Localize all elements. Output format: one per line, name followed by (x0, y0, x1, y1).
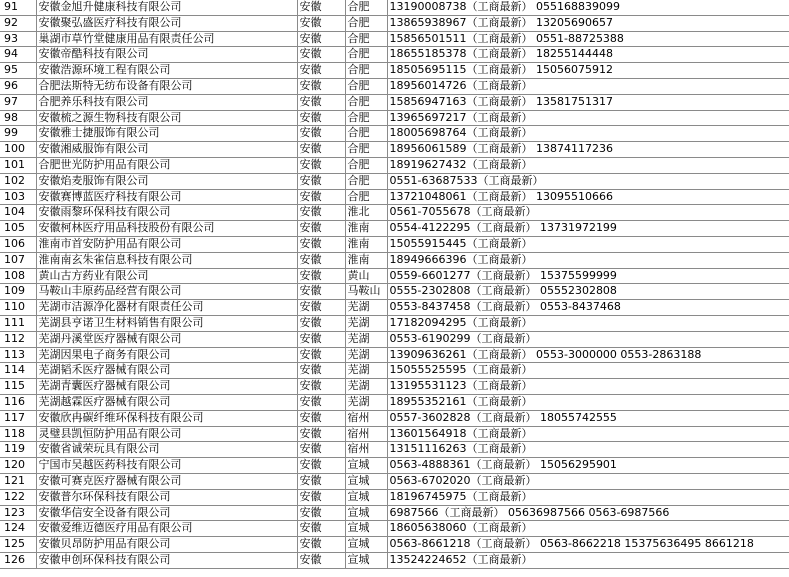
company-name-cell: 安徽柯林医疗用品科技股份有限公司 (36, 221, 297, 237)
province-cell: 安徽 (297, 63, 345, 79)
table-row (0, 189, 789, 205)
company-name-cell: 安徽帝酷科技有限公司 (36, 47, 297, 63)
row-number-cell: 115 (0, 379, 36, 395)
company-name-cell: 安徽省诚荣玩具有限公司 (36, 442, 297, 458)
row-number-cell: 123 (0, 505, 36, 521)
province-cell: 安徽 (297, 189, 345, 205)
phone-cell: 6987566（工商最新） 05636987566 0563-6987566 (387, 505, 789, 521)
phone-cell: 13909636261（工商最新） 0553-3000000 0553-2863188 (387, 347, 789, 363)
phone-cell: 13195531123（工商最新） (387, 379, 789, 395)
province-cell: 安徽 (297, 236, 345, 252)
city-cell: 黄山 (345, 268, 387, 284)
phone-cell: 0555-2302808（工商最新） 05552302808 (387, 284, 789, 300)
row-number-cell: 92 (0, 15, 36, 31)
table-row (0, 331, 789, 347)
row-number-cell: 108 (0, 268, 36, 284)
table-row (0, 221, 789, 237)
table-row (0, 347, 789, 363)
city-cell: 合肥 (345, 94, 387, 110)
phone-cell: 0553-6190299（工商最新） (387, 331, 789, 347)
phone-cell: 13965697217（工商最新） (387, 110, 789, 126)
table-row (0, 205, 789, 221)
row-number-cell: 112 (0, 331, 36, 347)
table-row (0, 442, 789, 458)
city-cell: 芜湖 (345, 315, 387, 331)
province-cell: 安徽 (297, 521, 345, 537)
row-number-cell: 102 (0, 173, 36, 189)
city-cell: 淮北 (345, 205, 387, 221)
city-cell: 合肥 (345, 63, 387, 79)
phone-cell: 18505695115（工商最新） 15056075912 (387, 63, 789, 79)
company-name-cell: 合肥世光防护用品有限公司 (36, 157, 297, 173)
company-name-cell: 安徽梳之源生物科技有限公司 (36, 110, 297, 126)
table-row (0, 0, 789, 15)
city-cell: 芜湖 (345, 331, 387, 347)
city-cell: 宣城 (345, 473, 387, 489)
city-cell: 宿州 (345, 410, 387, 426)
row-number-cell: 95 (0, 63, 36, 79)
table-row (0, 300, 789, 316)
phone-cell: 0557-3602828（工商最新） 18055742555 (387, 410, 789, 426)
province-cell: 安徽 (297, 252, 345, 268)
company-name-cell: 芜湖丹溪堂医疗器械有限公司 (36, 331, 297, 347)
row-number-cell: 109 (0, 284, 36, 300)
city-cell: 合肥 (345, 157, 387, 173)
city-cell: 宣城 (345, 521, 387, 537)
company-name-cell: 安徽焰麦服饰有限公司 (36, 173, 297, 189)
table-row (0, 110, 789, 126)
phone-cell: 18919627432（工商最新） (387, 157, 789, 173)
company-name-cell: 安徽浩源环境工程有限公司 (36, 63, 297, 79)
company-name-cell: 安徽爱维迈德医疗用品有限公司 (36, 521, 297, 537)
province-cell: 安徽 (297, 205, 345, 221)
company-name-cell: 安徽申创环保科技有限公司 (36, 552, 297, 568)
province-cell: 安徽 (297, 94, 345, 110)
table-row (0, 458, 789, 474)
province-cell: 安徽 (297, 0, 345, 15)
company-name-cell: 安徽贝昂防护用品有限公司 (36, 537, 297, 553)
row-number-cell: 121 (0, 473, 36, 489)
company-name-cell: 马鞍山丰原药品经营有限公司 (36, 284, 297, 300)
phone-cell: 13524224652（工商最新） (387, 552, 789, 568)
phone-cell: 0563-8661218（工商最新） 0563-8662218 15375636495 8661218 (387, 537, 789, 553)
row-number-cell: 126 (0, 552, 36, 568)
table-row (0, 63, 789, 79)
province-cell: 安徽 (297, 221, 345, 237)
row-number-cell: 116 (0, 394, 36, 410)
row-number-cell: 122 (0, 489, 36, 505)
company-name-cell: 安徽雅士捷服饰有限公司 (36, 126, 297, 142)
phone-cell: 0559-6601277（工商最新） 15375599999 (387, 268, 789, 284)
city-cell: 芜湖 (345, 347, 387, 363)
province-cell: 安徽 (297, 552, 345, 568)
province-cell: 安徽 (297, 410, 345, 426)
province-cell: 安徽 (297, 331, 345, 347)
province-cell: 安徽 (297, 315, 345, 331)
city-cell: 淮南 (345, 221, 387, 237)
city-cell: 马鞍山 (345, 284, 387, 300)
table-row (0, 142, 789, 158)
row-number-cell: 106 (0, 236, 36, 252)
city-cell: 芜湖 (345, 363, 387, 379)
phone-cell: 18956014726（工商最新） (387, 78, 789, 94)
company-name-cell: 淮南市首安防护用品有限公司 (36, 236, 297, 252)
company-name-cell: 灵璧县凯恒防护用品有限公司 (36, 426, 297, 442)
city-cell: 合肥 (345, 110, 387, 126)
row-number-cell: 99 (0, 126, 36, 142)
phone-cell: 18196745975（工商最新） (387, 489, 789, 505)
city-cell: 合肥 (345, 78, 387, 94)
phone-cell: 13190008738（工商最新） 055168839099 (387, 0, 789, 15)
table-row (0, 489, 789, 505)
city-cell: 宣城 (345, 489, 387, 505)
row-number-cell: 120 (0, 458, 36, 474)
province-cell: 安徽 (297, 505, 345, 521)
phone-cell: 15856947163（工商最新） 13581751317 (387, 94, 789, 110)
company-name-cell: 安徽聚弘盛医疗科技有限公司 (36, 15, 297, 31)
table-row (0, 505, 789, 521)
row-number-cell: 91 (0, 0, 36, 15)
province-cell: 安徽 (297, 426, 345, 442)
company-name-cell: 芜湖县亨诺卫生材料销售有限公司 (36, 315, 297, 331)
company-name-cell: 芜湖因果电子商务有限公司 (36, 347, 297, 363)
city-cell: 宿州 (345, 442, 387, 458)
table-row (0, 157, 789, 173)
city-cell: 芜湖 (345, 300, 387, 316)
phone-cell: 17182094295（工商最新） (387, 315, 789, 331)
table-row (0, 473, 789, 489)
row-number-cell: 125 (0, 537, 36, 553)
company-name-cell: 安徽金旭升健康科技有限公司 (36, 0, 297, 15)
table-row (0, 94, 789, 110)
row-number-cell: 113 (0, 347, 36, 363)
phone-cell: 0553-8437458（工商最新） 0553-8437468 (387, 300, 789, 316)
table-row (0, 126, 789, 142)
company-name-cell: 安徽欣冉碳纤维环保科技有限公司 (36, 410, 297, 426)
province-cell: 安徽 (297, 15, 345, 31)
row-number-cell: 118 (0, 426, 36, 442)
row-number-cell: 104 (0, 205, 36, 221)
province-cell: 安徽 (297, 157, 345, 173)
company-name-cell: 合肥法斯特无纺布设备有限公司 (36, 78, 297, 94)
phone-cell: 0561-7055678（工商最新） (387, 205, 789, 221)
province-cell: 安徽 (297, 458, 345, 474)
table-row (0, 236, 789, 252)
row-number-cell: 103 (0, 189, 36, 205)
company-name-cell: 芜湖市洁源净化器材有限责任公司 (36, 300, 297, 316)
province-cell: 安徽 (297, 31, 345, 47)
province-cell: 安徽 (297, 78, 345, 94)
company-name-cell: 安徽雨黎环保科技有限公司 (36, 205, 297, 221)
table-row (0, 78, 789, 94)
province-cell: 安徽 (297, 300, 345, 316)
province-cell: 安徽 (297, 537, 345, 553)
company-name-cell: 安徽湘威服饰有限公司 (36, 142, 297, 158)
city-cell: 合肥 (345, 142, 387, 158)
city-cell: 合肥 (345, 126, 387, 142)
province-cell: 安徽 (297, 268, 345, 284)
row-number-cell: 117 (0, 410, 36, 426)
city-cell: 淮南 (345, 252, 387, 268)
company-name-cell: 安徽可赛克医疗器械有限公司 (36, 473, 297, 489)
row-number-cell: 119 (0, 442, 36, 458)
province-cell: 安徽 (297, 47, 345, 63)
row-number-cell: 96 (0, 78, 36, 94)
table-row (0, 363, 789, 379)
phone-cell: 18956061589（工商最新） 13874117236 (387, 142, 789, 158)
city-cell: 宣城 (345, 537, 387, 553)
phone-cell: 13151116263（工商最新） (387, 442, 789, 458)
city-cell: 合肥 (345, 189, 387, 205)
province-cell: 安徽 (297, 363, 345, 379)
row-number-cell: 93 (0, 31, 36, 47)
table-row (0, 47, 789, 63)
city-cell: 宣城 (345, 505, 387, 521)
city-cell: 合肥 (345, 15, 387, 31)
province-cell: 安徽 (297, 347, 345, 363)
row-number-cell: 107 (0, 252, 36, 268)
province-cell: 安徽 (297, 394, 345, 410)
phone-cell: 15856501511（工商最新） 0551-88725388 (387, 31, 789, 47)
city-cell: 宿州 (345, 426, 387, 442)
row-number-cell: 101 (0, 157, 36, 173)
table-row (0, 284, 789, 300)
province-cell: 安徽 (297, 110, 345, 126)
city-cell: 合肥 (345, 173, 387, 189)
company-name-cell: 合肥养乐科技有限公司 (36, 94, 297, 110)
phone-cell: 0554-4122295（工商最新） 13731972199 (387, 221, 789, 237)
city-cell: 合肥 (345, 47, 387, 63)
company-name-cell: 黄山古方药业有限公司 (36, 268, 297, 284)
phone-cell: 15055525595（工商最新） (387, 363, 789, 379)
company-name-cell: 芜湖青囊医疗器械有限公司 (36, 379, 297, 395)
row-number-cell: 110 (0, 300, 36, 316)
province-cell: 安徽 (297, 142, 345, 158)
company-name-cell: 安徽赛博蓝医疗科技有限公司 (36, 189, 297, 205)
table-row (0, 173, 789, 189)
province-cell: 安徽 (297, 442, 345, 458)
company-name-cell: 芜湖越霖医疗器械有限公司 (36, 394, 297, 410)
city-cell: 宣城 (345, 458, 387, 474)
phone-cell: 13721048061（工商最新） 13095510666 (387, 189, 789, 205)
company-name-cell: 安徽华信安全设备有限公司 (36, 505, 297, 521)
phone-cell: 0563-4888361（工商最新） 15056295901 (387, 458, 789, 474)
company-name-cell: 安徽普尔环保科技有限公司 (36, 489, 297, 505)
phone-cell: 0551-63687533（工商最新） (387, 173, 789, 189)
table-row (0, 521, 789, 537)
phone-cell: 18005698764（工商最新） (387, 126, 789, 142)
province-cell: 安徽 (297, 173, 345, 189)
row-number-cell: 105 (0, 221, 36, 237)
city-cell: 合肥 (345, 0, 387, 15)
table-row (0, 537, 789, 553)
table-row (0, 315, 789, 331)
city-cell: 芜湖 (345, 379, 387, 395)
company-name-cell: 宁国市吴越医药科技有限公司 (36, 458, 297, 474)
phone-cell: 18955352161（工商最新） (387, 394, 789, 410)
table-row (0, 15, 789, 31)
city-cell: 合肥 (345, 31, 387, 47)
table-row (0, 379, 789, 395)
table-row (0, 394, 789, 410)
city-cell: 淮南 (345, 236, 387, 252)
phone-cell: 18655185378（工商最新） 18255144448 (387, 47, 789, 63)
city-cell: 宣城 (345, 552, 387, 568)
phone-cell: 0563-6702020（工商最新） (387, 473, 789, 489)
city-cell: 芜湖 (345, 394, 387, 410)
province-cell: 安徽 (297, 489, 345, 505)
row-number-cell: 111 (0, 315, 36, 331)
row-number-cell: 100 (0, 142, 36, 158)
province-cell: 安徽 (297, 126, 345, 142)
row-number-cell: 114 (0, 363, 36, 379)
table-row (0, 268, 789, 284)
province-cell: 安徽 (297, 284, 345, 300)
table-row (0, 252, 789, 268)
phone-cell: 18605638060（工商最新） (387, 521, 789, 537)
table-row (0, 410, 789, 426)
table-row (0, 552, 789, 568)
province-cell: 安徽 (297, 473, 345, 489)
row-number-cell: 97 (0, 94, 36, 110)
row-number-cell: 124 (0, 521, 36, 537)
phone-cell: 15055915445（工商最新） (387, 236, 789, 252)
phone-cell: 13865938967（工商最新） 13205690657 (387, 15, 789, 31)
company-name-cell: 巢湖市草竹堂健康用品有限责任公司 (36, 31, 297, 47)
row-number-cell: 98 (0, 110, 36, 126)
province-cell: 安徽 (297, 379, 345, 395)
table-row (0, 426, 789, 442)
row-number-cell: 94 (0, 47, 36, 63)
phone-cell: 18949666396（工商最新） (387, 252, 789, 268)
phone-cell: 13601564918（工商最新） (387, 426, 789, 442)
table-row (0, 31, 789, 47)
company-name-cell: 淮南南玄朱雀信息科技有限公司 (36, 252, 297, 268)
company-name-cell: 芜湖韬禾医疗器械有限公司 (36, 363, 297, 379)
